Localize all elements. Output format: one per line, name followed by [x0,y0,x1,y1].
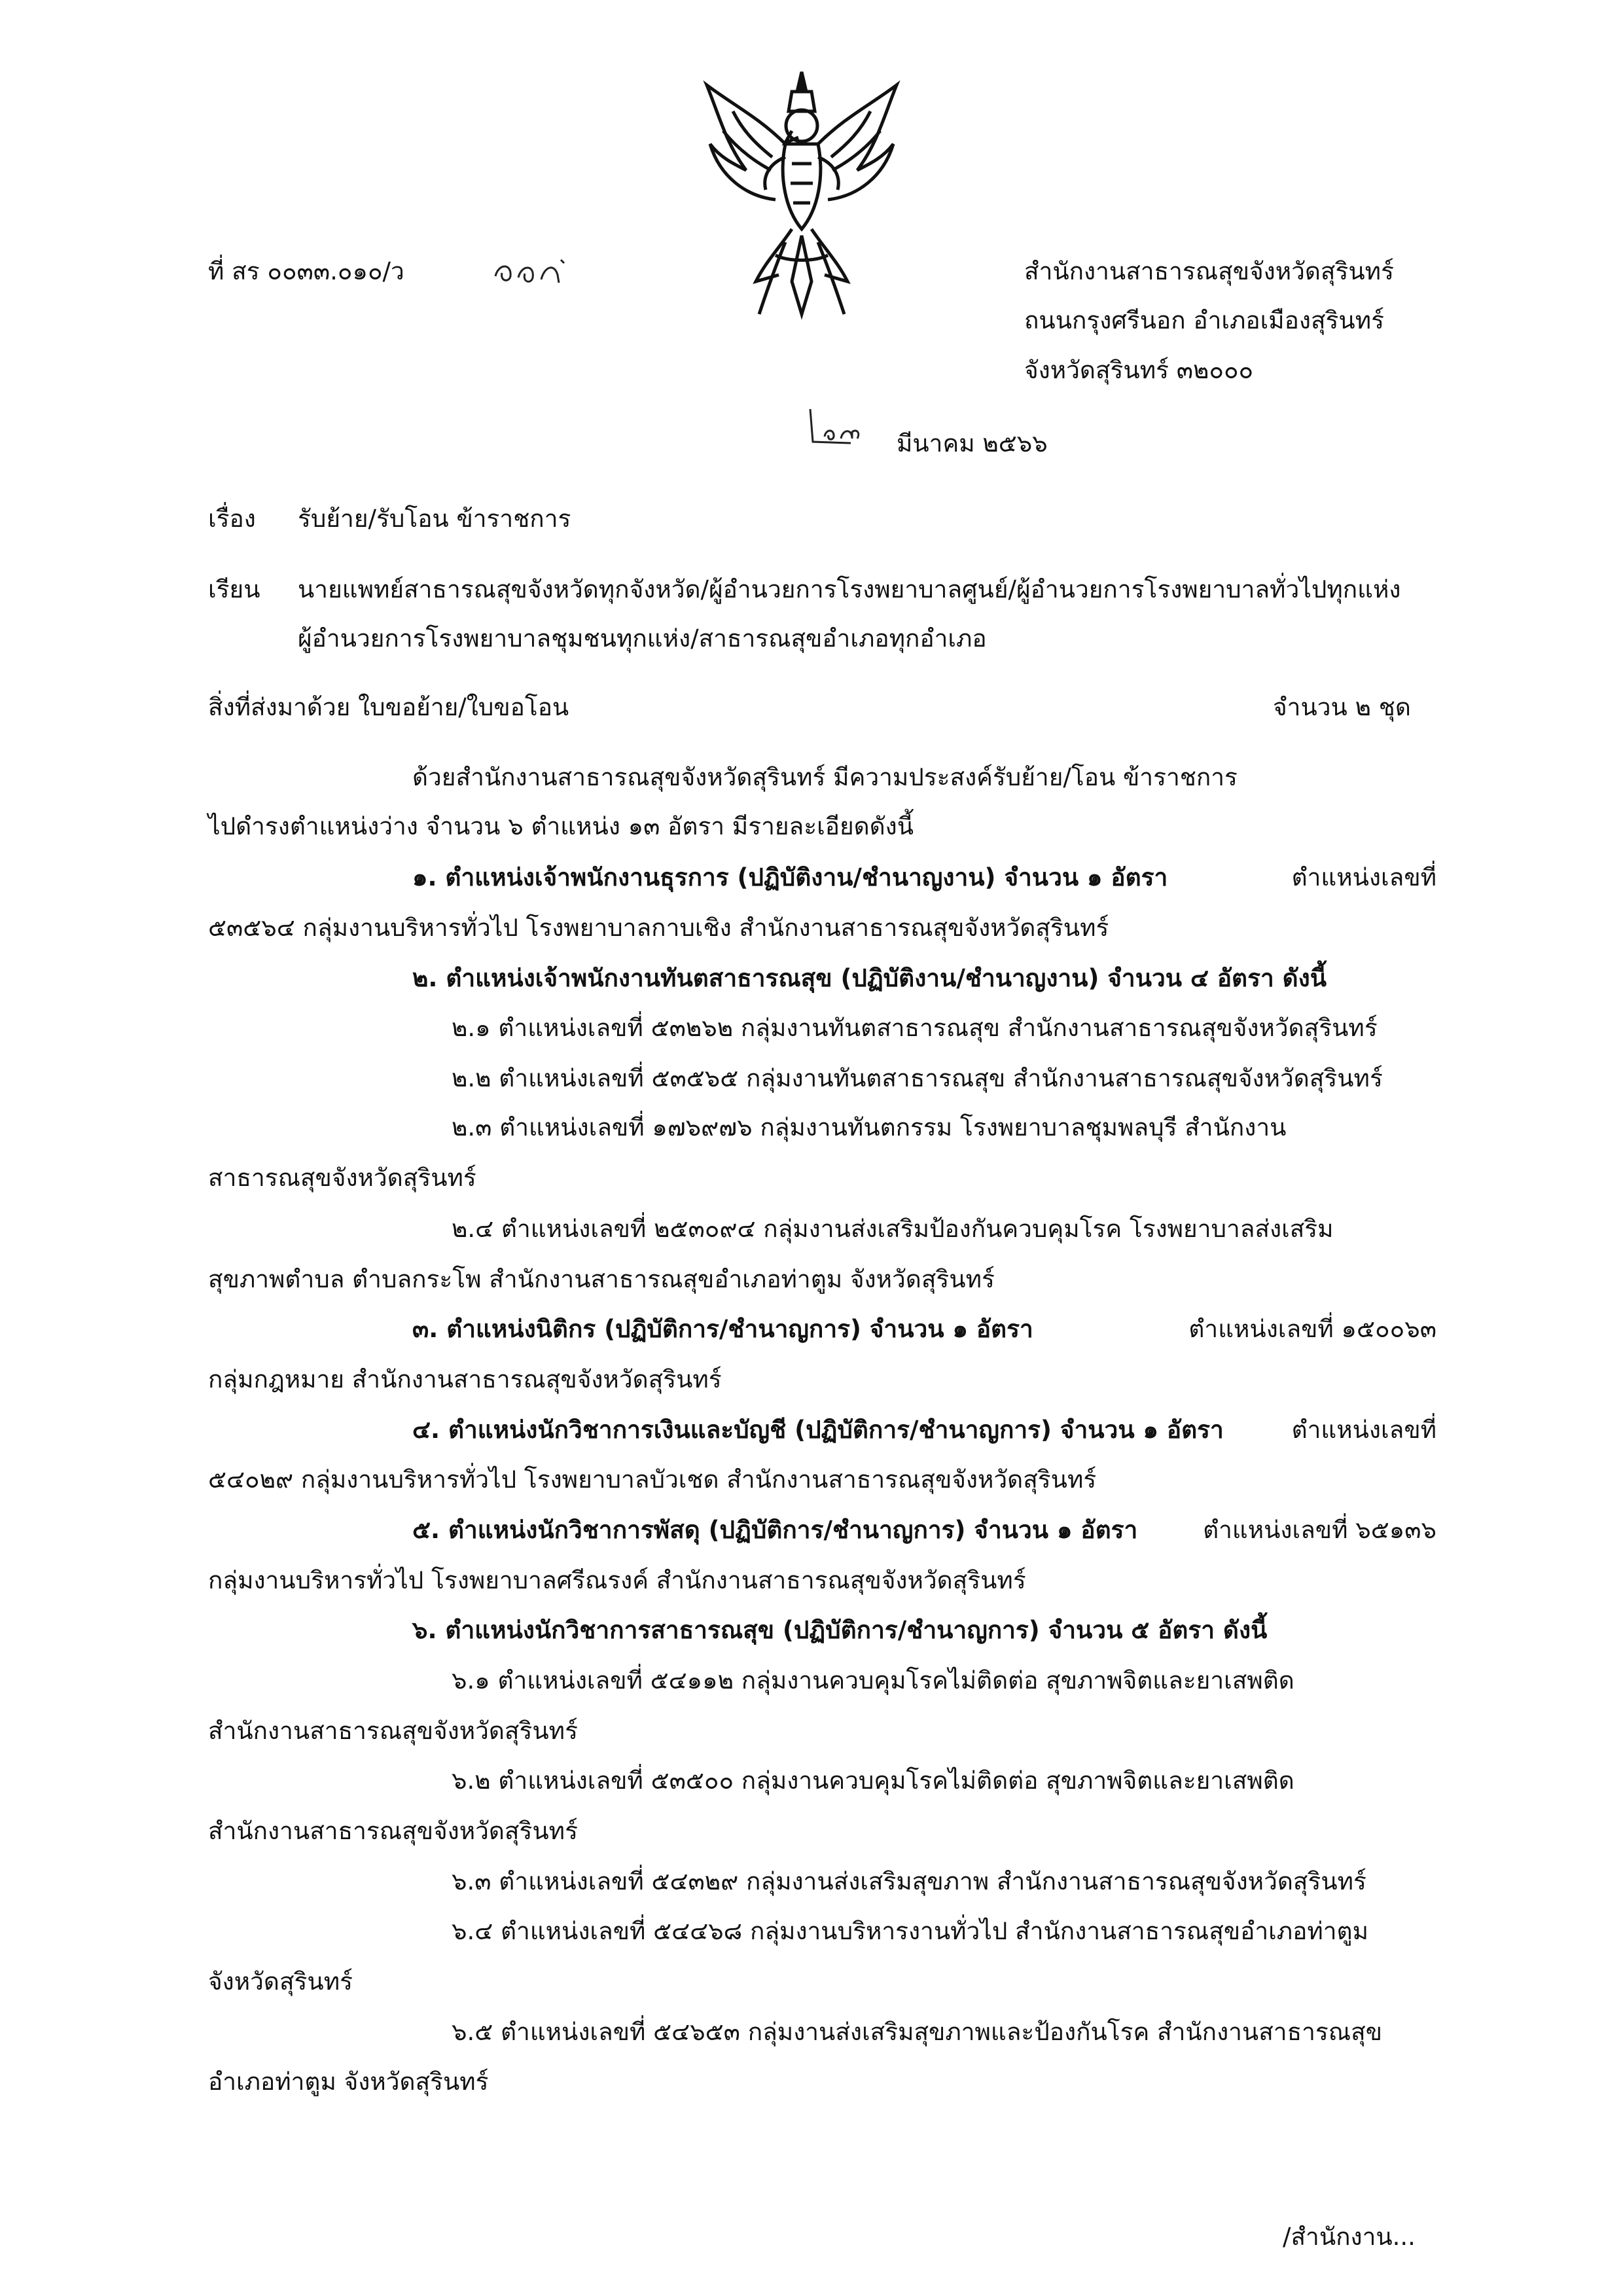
intro-line-2: ไปดำรงตำแหน่งว่าง จำนวน ๖ ตำแหน่ง ๑๓ อัตรา มีรายละเอียดดังนี้ [208,812,914,840]
item-4-position-label: ตำแหน่งเลขที่ [1291,1416,1436,1444]
reference-number: ที่ สร ๐๐๓๓.๐๑๐/ว [208,257,404,285]
enclosure-count: จำนวน ๒ ชุด [1273,693,1411,721]
item-5-title: ๕. ตำแหน่งนักวิชาการพัสดุ (ปฏิบัติการ/ชำนาญการ) จำนวน ๑ อัตรา [412,1516,1138,1544]
item-2-4-line-2: สุขภาพตำบล ตำบลกระโพ สำนักงานสาธารณสุขอำเภอท่าตูม จังหวัดสุรินทร์ [208,1265,995,1293]
subject-label: เรื่อง [208,505,256,533]
intro-line-1 [412,762,1436,793]
subject-text: รับย้าย/รับโอน ข้าราชการ [298,505,571,533]
item-3-position-number: ตำแหน่งเลขที่ ๑๕๐๐๖๓ [1188,1315,1436,1343]
item-1-position-label: ตำแหน่งเลขที่ [1291,863,1436,891]
item-2-title: ๒. ตำแหน่งเจ้าพนักงานทันตสาธารณสุข (ปฏิบัติงาน/ชำนาญงาน) จำนวน ๔ อัตรา ดังนี้ [412,964,1327,992]
handwritten-reference-svg [492,250,584,289]
continuation-marker: /สำนักงาน... [1283,2223,1416,2251]
addressee-line2: ผู้อำนวยการโรงพยาบาลชุมชนทุกแห่ง/สาธารณสุขอำเภอทุกอำเภอ [298,624,987,653]
item-4-title: ๔. ตำแหน่งนักวิชาการเงินและบัญชี (ปฏิบัติการ/ชำนาญการ) จำนวน ๑ อัตรา [412,1416,1224,1444]
item-3-line-1 [412,1314,1436,1344]
item-5-position-number: ตำแหน่งเลขที่ ๖๕๑๓๖ [1203,1516,1436,1544]
item-6-4-line-1: ๖.๔ ตำแหน่งเลขที่ ๕๔๔๖๘ กลุ่มงานบริหารงานทั่วไป สำนักงานสาธารณสุขอำเภอท่าตูม [452,1917,1368,1945]
org-address: ถนนกรุงศรีนอก อำเภอเมืองสุรินทร์ [1024,306,1384,334]
item-1-line-2: ๕๓๕๖๔ กลุ่มงานบริหารทั่วไป โรงพยาบาลกาบเชิง สำนักงานสาธารณสุขจังหวัดสุรินทร์ [208,914,1109,942]
item-6-2-line-2: สำนักงานสาธารณสุขจังหวัดสุรินทร์ [208,1817,578,1845]
item-4-line-1 [412,1415,1436,1445]
item-5-line-1 [412,1515,1436,1545]
item-6-4-line-2: จังหวัดสุรินทร์ [208,1967,353,1996]
addressee-line1: นายแพทย์สาธารณสุขจังหวัดทุกจังหวัด/ผู้อำนวยการโรงพยาบาลศูนย์/ผู้อำนวยการโรงพยาบาลทั่วไปทุกแห่ง [298,575,1401,603]
org-province-postcode: จังหวัดสุรินทร์ ๓๒๐๐๐ [1024,356,1254,384]
item-6-title: ๖. ตำแหน่งนักวิชาการสาธารณสุข (ปฏิบัติการ/ชำนาญการ) จำนวน ๕ อัตรา ดังนี้ [412,1616,1268,1644]
item-6-5-line-2: อำเภอท่าตูม จังหวัดสุรินทร์ [208,2068,489,2096]
item-4-line-2: ๕๔๐๒๙ กลุ่มงานบริหารทั่วไป โรงพยาบาลบัวเชด สำนักงานสาธารณสุขจังหวัดสุรินทร์ [208,1465,1097,1494]
item-5-line-2: กลุ่มงานบริหารทั่วไป โรงพยาบาลศรีณรงค์ สำนักงานสาธารณสุขจังหวัดสุรินทร์ [208,1566,1026,1594]
item-2-3-line-1: ๒.๓ ตำแหน่งเลขที่ ๑๗๖๙๗๖ กลุ่มงานทันตกรรม โรงพยาบาลชุมพลบุรี สำนักงาน [452,1113,1287,1141]
letter-date: มีนาคม ๒๕๖๖ [897,429,1048,457]
enclosure-text: สิ่งที่ส่งมาด้วย ใบขอย้าย/ใบขอโอน [208,693,569,721]
item-6-5-line-1: ๖.๕ ตำแหน่งเลขที่ ๕๔๖๕๓ กลุ่มงานส่งเสริมสุขภาพและป้องกันโรค สำนักงานสาธารณสุข [452,2018,1383,2046]
garuda-emblem [694,65,910,321]
item-3-line-2: กลุ่มกฎหมาย สำนักงานสาธารณสุขจังหวัดสุรินทร์ [208,1365,722,1393]
handwritten-reference-number [492,250,584,292]
handwritten-day-svg [805,403,877,455]
item-2-4-line-1: ๒.๔ ตำแหน่งเลขที่ ๒๕๓๐๙๔ กลุ่มงานส่งเสริมป้องกันควบคุมโรค โรงพยาบาลส่งเสริม [452,1215,1334,1243]
item-1-title: ๑. ตำแหน่งเจ้าพนักงานธุรการ (ปฏิบัติงาน/ชำนาญงาน) จำนวน ๑ อัตรา [412,863,1168,891]
handwritten-date-day [805,403,877,457]
item-6-3: ๖.๓ ตำแหน่งเลขที่ ๕๔๓๒๙ กลุ่มงานส่งเสริมสุขภาพ สำนักงานสาธารณสุขจังหวัดสุรินทร์ [452,1867,1366,1895]
item-6-2-line-1: ๖.๒ ตำแหน่งเลขที่ ๕๓๕๐๐ กลุ่มงานควบคุมโรคไม่ติดต่อ สุขภาพจิตและยาเสพติด [452,1767,1294,1795]
item-6-1-line-2: สำนักงานสาธารณสุขจังหวัดสุรินทร์ [208,1717,578,1745]
item-2-3-line-2: สาธารณสุขจังหวัดสุรินทร์ [208,1164,476,1192]
addressee-label: เรียน [208,575,260,603]
org-name: สำนักงานสาธารณสุขจังหวัดสุรินทร์ [1024,257,1394,285]
intro-text-1: ด้วยสำนักงานสาธารณสุขจังหวัดสุรินทร์ มีความประสงค์รับย้าย/โอน ข้าราชการ [412,763,1238,791]
item-6-1-line-1: ๖.๑ ตำแหน่งเลขที่ ๕๔๑๑๒ กลุ่มงานควบคุมโรคไม่ติดต่อ สุขภาพจิตและยาเสพติด [452,1666,1294,1695]
item-2-2: ๒.๒ ตำแหน่งเลขที่ ๕๓๕๖๕ กลุ่มงานทันตสาธารณสุข สำนักงานสาธารณสุขจังหวัดสุรินทร์ [452,1064,1383,1092]
item-2-1: ๒.๑ ตำแหน่งเลขที่ ๕๓๒๖๒ กลุ่มงานทันตสาธารณสุข สำนักงานสาธารณสุขจังหวัดสุรินทร์ [452,1014,1378,1042]
item-1-line-1 [412,863,1436,893]
item-3-title: ๓. ตำแหน่งนิติกร (ปฏิบัติการ/ชำนาญการ) จำนวน ๑ อัตรา [412,1315,1033,1343]
